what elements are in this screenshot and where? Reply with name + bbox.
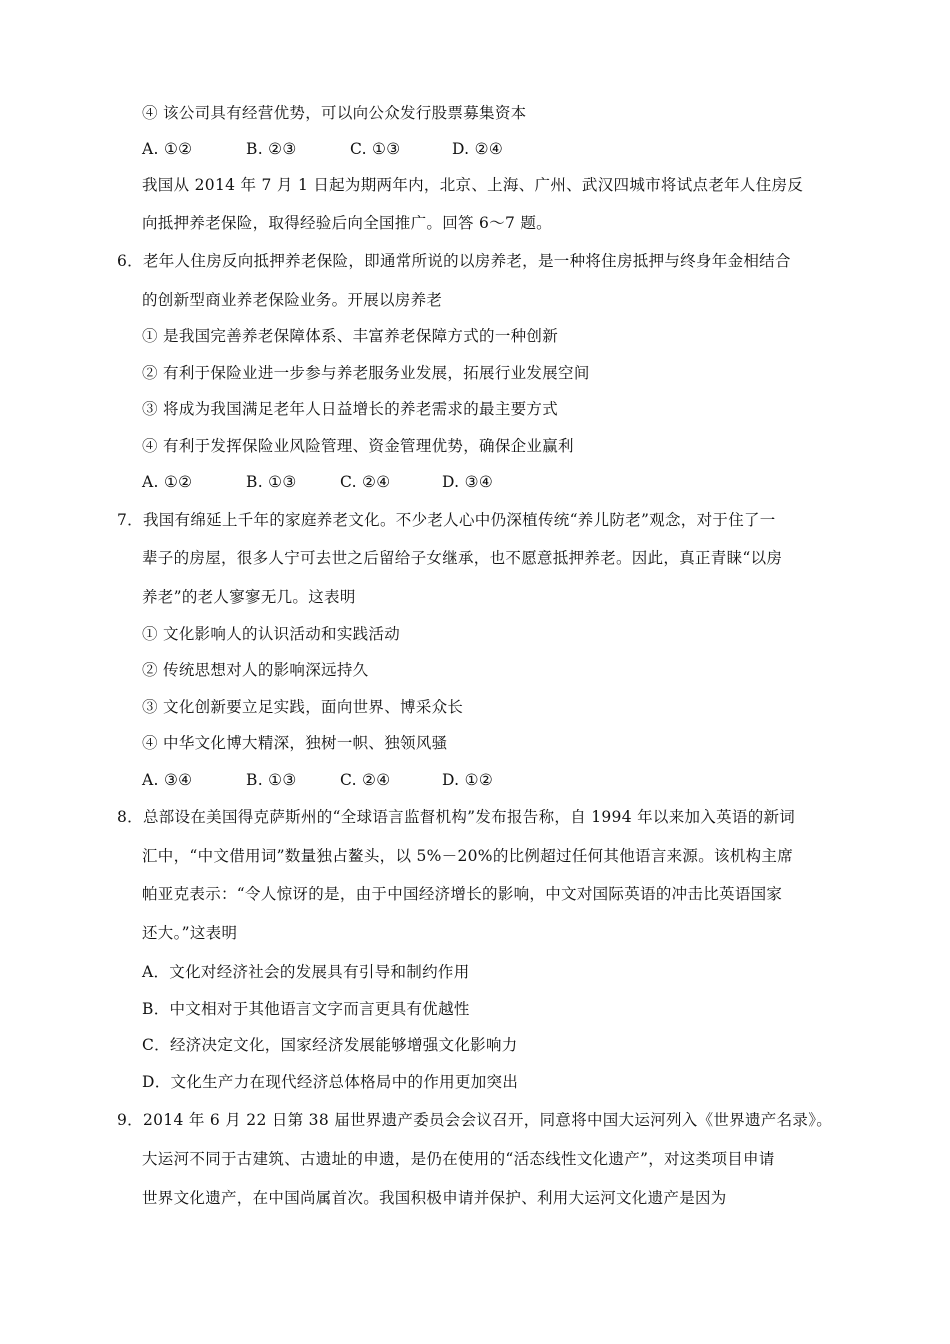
q8-choice-b: B．中文相对于其他语言文字而言更具有优越性: [142, 1000, 470, 1018]
q6-option-a: A. ①②: [142, 473, 193, 491]
q7-stem-line-3: 养老”的老人寥寥无几。这表明: [142, 588, 356, 606]
q6-options: [142, 472, 493, 492]
q6-stem-line-2: 的创新型商业养老保险业务。开展以房养老: [142, 291, 443, 309]
q5-option-b: B. ②③: [246, 140, 297, 158]
passage-line-1: 我国从 2014 年 7 月 1 日起为期两年内，北京、上海、广州、武汉四城市将试点老年人住房反: [142, 176, 804, 194]
passage-line-2: 向抵押养老保险，取得经验后向全国推广。回答 6～7 题。: [142, 214, 552, 232]
q7-option-d: D. ①②: [442, 771, 494, 789]
q9-stem-line-1: 9．2014 年 6 月 22 日第 38 届世界遗产委员会会议召开，同意将中国大运河列入《世界遗产名录》。: [117, 1111, 833, 1129]
q8-choice-d: D．文化生产力在现代经济总体格局中的作用更加突出: [142, 1073, 519, 1091]
q7-options: [142, 770, 493, 790]
q7-item-1: ① 文化影响人的认识活动和实践活动: [142, 625, 401, 643]
q7-item-4: ④ 中华文化博大精深，独树一帜、独领风骚: [142, 734, 448, 752]
q6-item-3: ③ 将成为我国满足老年人日益增长的养老需求的最主要方式: [142, 400, 559, 418]
q7-item-2: ② 传统思想对人的影响深远持久: [142, 661, 369, 679]
q8-stem-line-1: 8．总部设在美国得克萨斯州的“全球语言监督机构”发布报告称，自 1994 年以来加入英语的新词: [117, 808, 796, 826]
q8-stem-line-2: 汇中，“中文借用词”数量独占鳌头，以 5%－20%的比例超过任何其他语言来源。该机构主席: [142, 847, 794, 865]
q6-option-d: D. ③④: [442, 473, 494, 491]
q7-stem-line-1: 7．我国有绵延上千年的家庭养老文化。不少老人心中仍深植传统“养儿防老”观念，对于住了一: [117, 511, 776, 529]
q5-option-c: C. ①③: [350, 140, 401, 158]
q6-option-b: B. ①③: [246, 473, 297, 491]
q5-item-4: ④ 该公司具有经营优势，可以向公众发行股票募集资本: [142, 104, 527, 122]
q6-item-1: ① 是我国完善养老保障体系、丰富养老保障方式的一种创新: [142, 327, 559, 345]
q5-option-a: A. ①②: [142, 140, 193, 158]
q7-stem-line-2: 辈子的房屋，很多人宁可去世之后留给子女继承，也不愿意抵押养老。因此，真正青睐“以房: [142, 549, 783, 567]
q7-option-b: B. ①③: [246, 771, 297, 789]
q5-option-d: D. ②④: [452, 140, 504, 158]
q9-stem-line-2: 大运河不同于古建筑、古遗址的申遗，是仍在使用的“活态线性文化遗产”，对这类项目申请: [142, 1150, 775, 1168]
q7-item-3: ③ 文化创新要立足实践，面向世界、博采众长: [142, 698, 464, 716]
q6-option-c: C. ②④: [340, 473, 391, 491]
q7-option-a: A. ③④: [142, 771, 193, 789]
q7-option-c: C. ②④: [340, 771, 391, 789]
q8-choice-c: C．经济决定文化，国家经济发展能够增强文化影响力: [142, 1036, 518, 1054]
q6-item-4: ④ 有利于发挥保险业风险管理、资金管理优势，确保企业赢利: [142, 437, 574, 455]
q6-item-2: ② 有利于保险业进一步参与养老服务业发展，拓展行业发展空间: [142, 364, 590, 382]
q6-stem-line-1: 6．老年人住房反向抵押养老保险，即通常所说的以房养老，是一种将住房抵押与终身年金相结合: [117, 252, 791, 270]
q8-stem-line-4: 还大。”这表明: [142, 924, 238, 942]
q8-choice-a: A．文化对经济社会的发展具有引导和制约作用: [142, 963, 470, 981]
q8-stem-line-3: 帕亚克表示：“令人惊讶的是，由于中国经济增长的影响，中文对国际英语的冲击比英语国家: [142, 885, 783, 903]
q9-stem-line-3: 世界文化遗产，在中国尚属首次。我国积极申请并保护、利用大运河文化遗产是因为: [142, 1189, 727, 1207]
q5-options: [142, 139, 503, 159]
